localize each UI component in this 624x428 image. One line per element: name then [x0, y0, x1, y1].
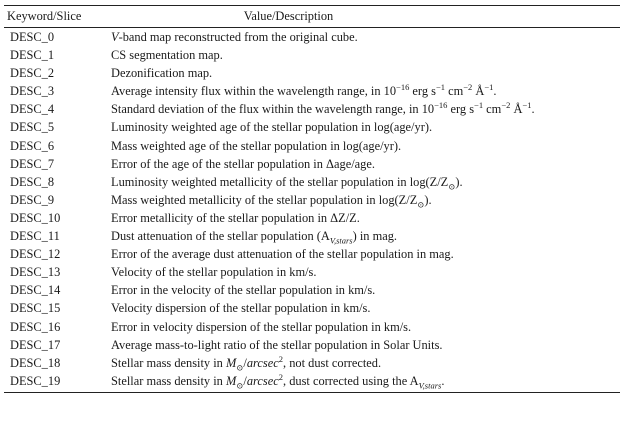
- description-text: , dust corrected using the A: [283, 373, 419, 388]
- subscript-text: ⊙: [448, 181, 456, 192]
- table-row: [4, 28, 620, 47]
- superscript-text: −16: [434, 100, 448, 111]
- keyword-cell: DESC_1: [10, 48, 55, 63]
- keyword-cell: DESC_7: [10, 156, 55, 171]
- keyword-description-table: [4, 5, 620, 393]
- description-text: Error in the velocity of the stellar population in km/s.: [111, 283, 376, 298]
- keyword-cell: DESC_3: [10, 84, 55, 99]
- table-row: [4, 155, 620, 173]
- table-row: [4, 82, 620, 100]
- description-cell: [107, 173, 620, 191]
- description-cell: [107, 100, 620, 118]
- description-text: Mass weighted age of the stellar population in log(age/yr).: [111, 138, 402, 153]
- description-text: ).: [424, 192, 432, 207]
- keyword-cell: DESC_14: [10, 283, 61, 298]
- description-cell: [107, 372, 620, 393]
- keyword-cell: DESC_18: [10, 355, 61, 370]
- table-row: [4, 281, 620, 299]
- keyword-cell: DESC_16: [10, 319, 61, 334]
- subscript-text: ⊙: [236, 362, 244, 373]
- description-text: Error of the age of the stellar population in Δage/age.: [111, 156, 375, 171]
- description-text: ) in mag.: [352, 229, 398, 244]
- value-column-header: Value/Description: [107, 6, 620, 28]
- description-cell: [107, 318, 620, 336]
- keyword-cell: DESC_9: [10, 192, 55, 207]
- description-cell: [107, 118, 620, 136]
- description-text: Stellar mass density in: [111, 373, 226, 388]
- keyword-cell: DESC_6: [10, 138, 55, 153]
- table-header: [4, 6, 620, 28]
- subscript-text: ⊙: [236, 380, 244, 391]
- description-text: V: [111, 30, 119, 44]
- table-body: [4, 28, 620, 393]
- description-text: Error in velocity dispersion of the stellar population in km/s.: [111, 319, 412, 334]
- description-cell: [107, 191, 620, 209]
- keyword-cell: DESC_13: [10, 265, 61, 280]
- description-text: Luminosity weighted metallicity of the stellar population in log(Z/Z: [111, 174, 449, 189]
- superscript-text: −2: [463, 82, 473, 93]
- description-text: Stellar mass density in: [111, 355, 226, 370]
- keyword-cell: DESC_17: [10, 337, 61, 352]
- table-row: [4, 299, 620, 317]
- table-row: [4, 46, 620, 64]
- description-text: .: [531, 102, 535, 117]
- description-text: , not dust corrected.: [283, 355, 382, 370]
- superscript-text: −2: [501, 100, 511, 111]
- description-text: Å: [472, 84, 485, 99]
- description-text: .: [493, 84, 497, 99]
- subscript-text: V,stars: [329, 235, 353, 246]
- description-text: Luminosity weighted age of the stellar population in log(age/yr).: [111, 120, 433, 135]
- superscript-text: −1: [435, 82, 445, 93]
- keyword-cell: DESC_4: [10, 102, 55, 117]
- description-cell: [107, 227, 620, 245]
- description-text: Average intensity flux within the wavelength range, in 10: [111, 84, 397, 99]
- keyword-cell: DESC_8: [10, 174, 55, 189]
- description-text: cm: [445, 84, 464, 99]
- description-cell: [107, 209, 620, 227]
- description-text: M: [225, 355, 237, 370]
- table-row: [4, 209, 620, 227]
- table-row: [4, 372, 620, 393]
- keyword-cell: DESC_5: [10, 120, 55, 135]
- description-table-container: [4, 5, 620, 393]
- keyword-cell: DESC_15: [10, 301, 61, 316]
- header-row: [4, 6, 620, 28]
- description-text: Standard deviation of the flux within the wavelength range, in 10: [111, 102, 435, 117]
- description-text: CS segmentation map.: [111, 48, 223, 63]
- description-cell: [107, 354, 620, 372]
- description-cell: [107, 155, 620, 173]
- keyword-cell: DESC_0: [10, 30, 55, 44]
- table-row: [4, 191, 620, 209]
- table-row: [4, 354, 620, 372]
- table-row: [4, 227, 620, 245]
- description-cell: [107, 281, 620, 299]
- table-row: [4, 336, 620, 354]
- keyword-cell: DESC_10: [10, 210, 61, 225]
- superscript-text: 2: [278, 353, 283, 364]
- description-text: Average mass-to-light ratio of the stellar population in Solar Units.: [111, 337, 443, 352]
- description-text: erg s: [447, 102, 475, 117]
- superscript-text: −16: [396, 82, 410, 93]
- description-cell: [107, 64, 620, 82]
- description-text: Velocity of the stellar population in km/s.: [111, 265, 317, 280]
- description-cell: [107, 82, 620, 100]
- description-text: -band map reconstructed from the original cube.: [118, 30, 358, 44]
- keyword-cell: DESC_11: [10, 229, 60, 244]
- table-row: [4, 137, 620, 155]
- superscript-text: −1: [474, 100, 484, 111]
- description-cell: [107, 28, 620, 47]
- superscript-text: −1: [522, 100, 532, 111]
- description-text: Error of the average dust attenuation of the stellar population in mag.: [111, 247, 454, 262]
- description-text: Dust attenuation of the stellar population (A: [111, 229, 330, 244]
- description-cell: [107, 46, 620, 64]
- keyword-cell: DESC_12: [10, 247, 61, 262]
- description-text: Mass weighted metallicity of the stellar population in log(Z/Z: [111, 192, 418, 207]
- description-cell: [107, 263, 620, 281]
- description-cell: [107, 299, 620, 317]
- keyword-cell: DESC_2: [10, 66, 55, 81]
- description-text: cm: [483, 102, 502, 117]
- description-cell: [107, 245, 620, 263]
- table-row: [4, 318, 620, 336]
- description-text: Dezonification map.: [111, 66, 213, 81]
- superscript-text: 2: [278, 371, 283, 382]
- description-text: erg s: [409, 84, 436, 99]
- superscript-text: −1: [484, 82, 494, 93]
- subscript-text: V,stars: [418, 380, 442, 391]
- description-text: Velocity dispersion of the stellar population in km/s.: [111, 301, 371, 316]
- table-row: [4, 245, 620, 263]
- description-text: M: [225, 373, 237, 388]
- keyword-cell: DESC_19: [4, 372, 107, 393]
- description-text: arcsec: [246, 355, 279, 370]
- description-text: Å: [510, 102, 523, 117]
- table-row: [4, 263, 620, 281]
- table-row: [4, 173, 620, 191]
- description-text: ).: [455, 174, 463, 189]
- table-row: [4, 64, 620, 82]
- description-cell: [107, 336, 620, 354]
- description-cell: [107, 137, 620, 155]
- description-text: /: [243, 373, 247, 388]
- table-row: [4, 118, 620, 136]
- subscript-text: ⊙: [417, 199, 425, 210]
- description-text: /: [243, 355, 247, 370]
- keyword-column-header: Keyword/Slice: [4, 6, 107, 28]
- description-text: Error metallicity of the stellar population in ΔZ/Z.: [111, 210, 360, 225]
- description-text: .: [441, 373, 445, 388]
- description-text: arcsec: [246, 373, 279, 388]
- table-row: [4, 100, 620, 118]
